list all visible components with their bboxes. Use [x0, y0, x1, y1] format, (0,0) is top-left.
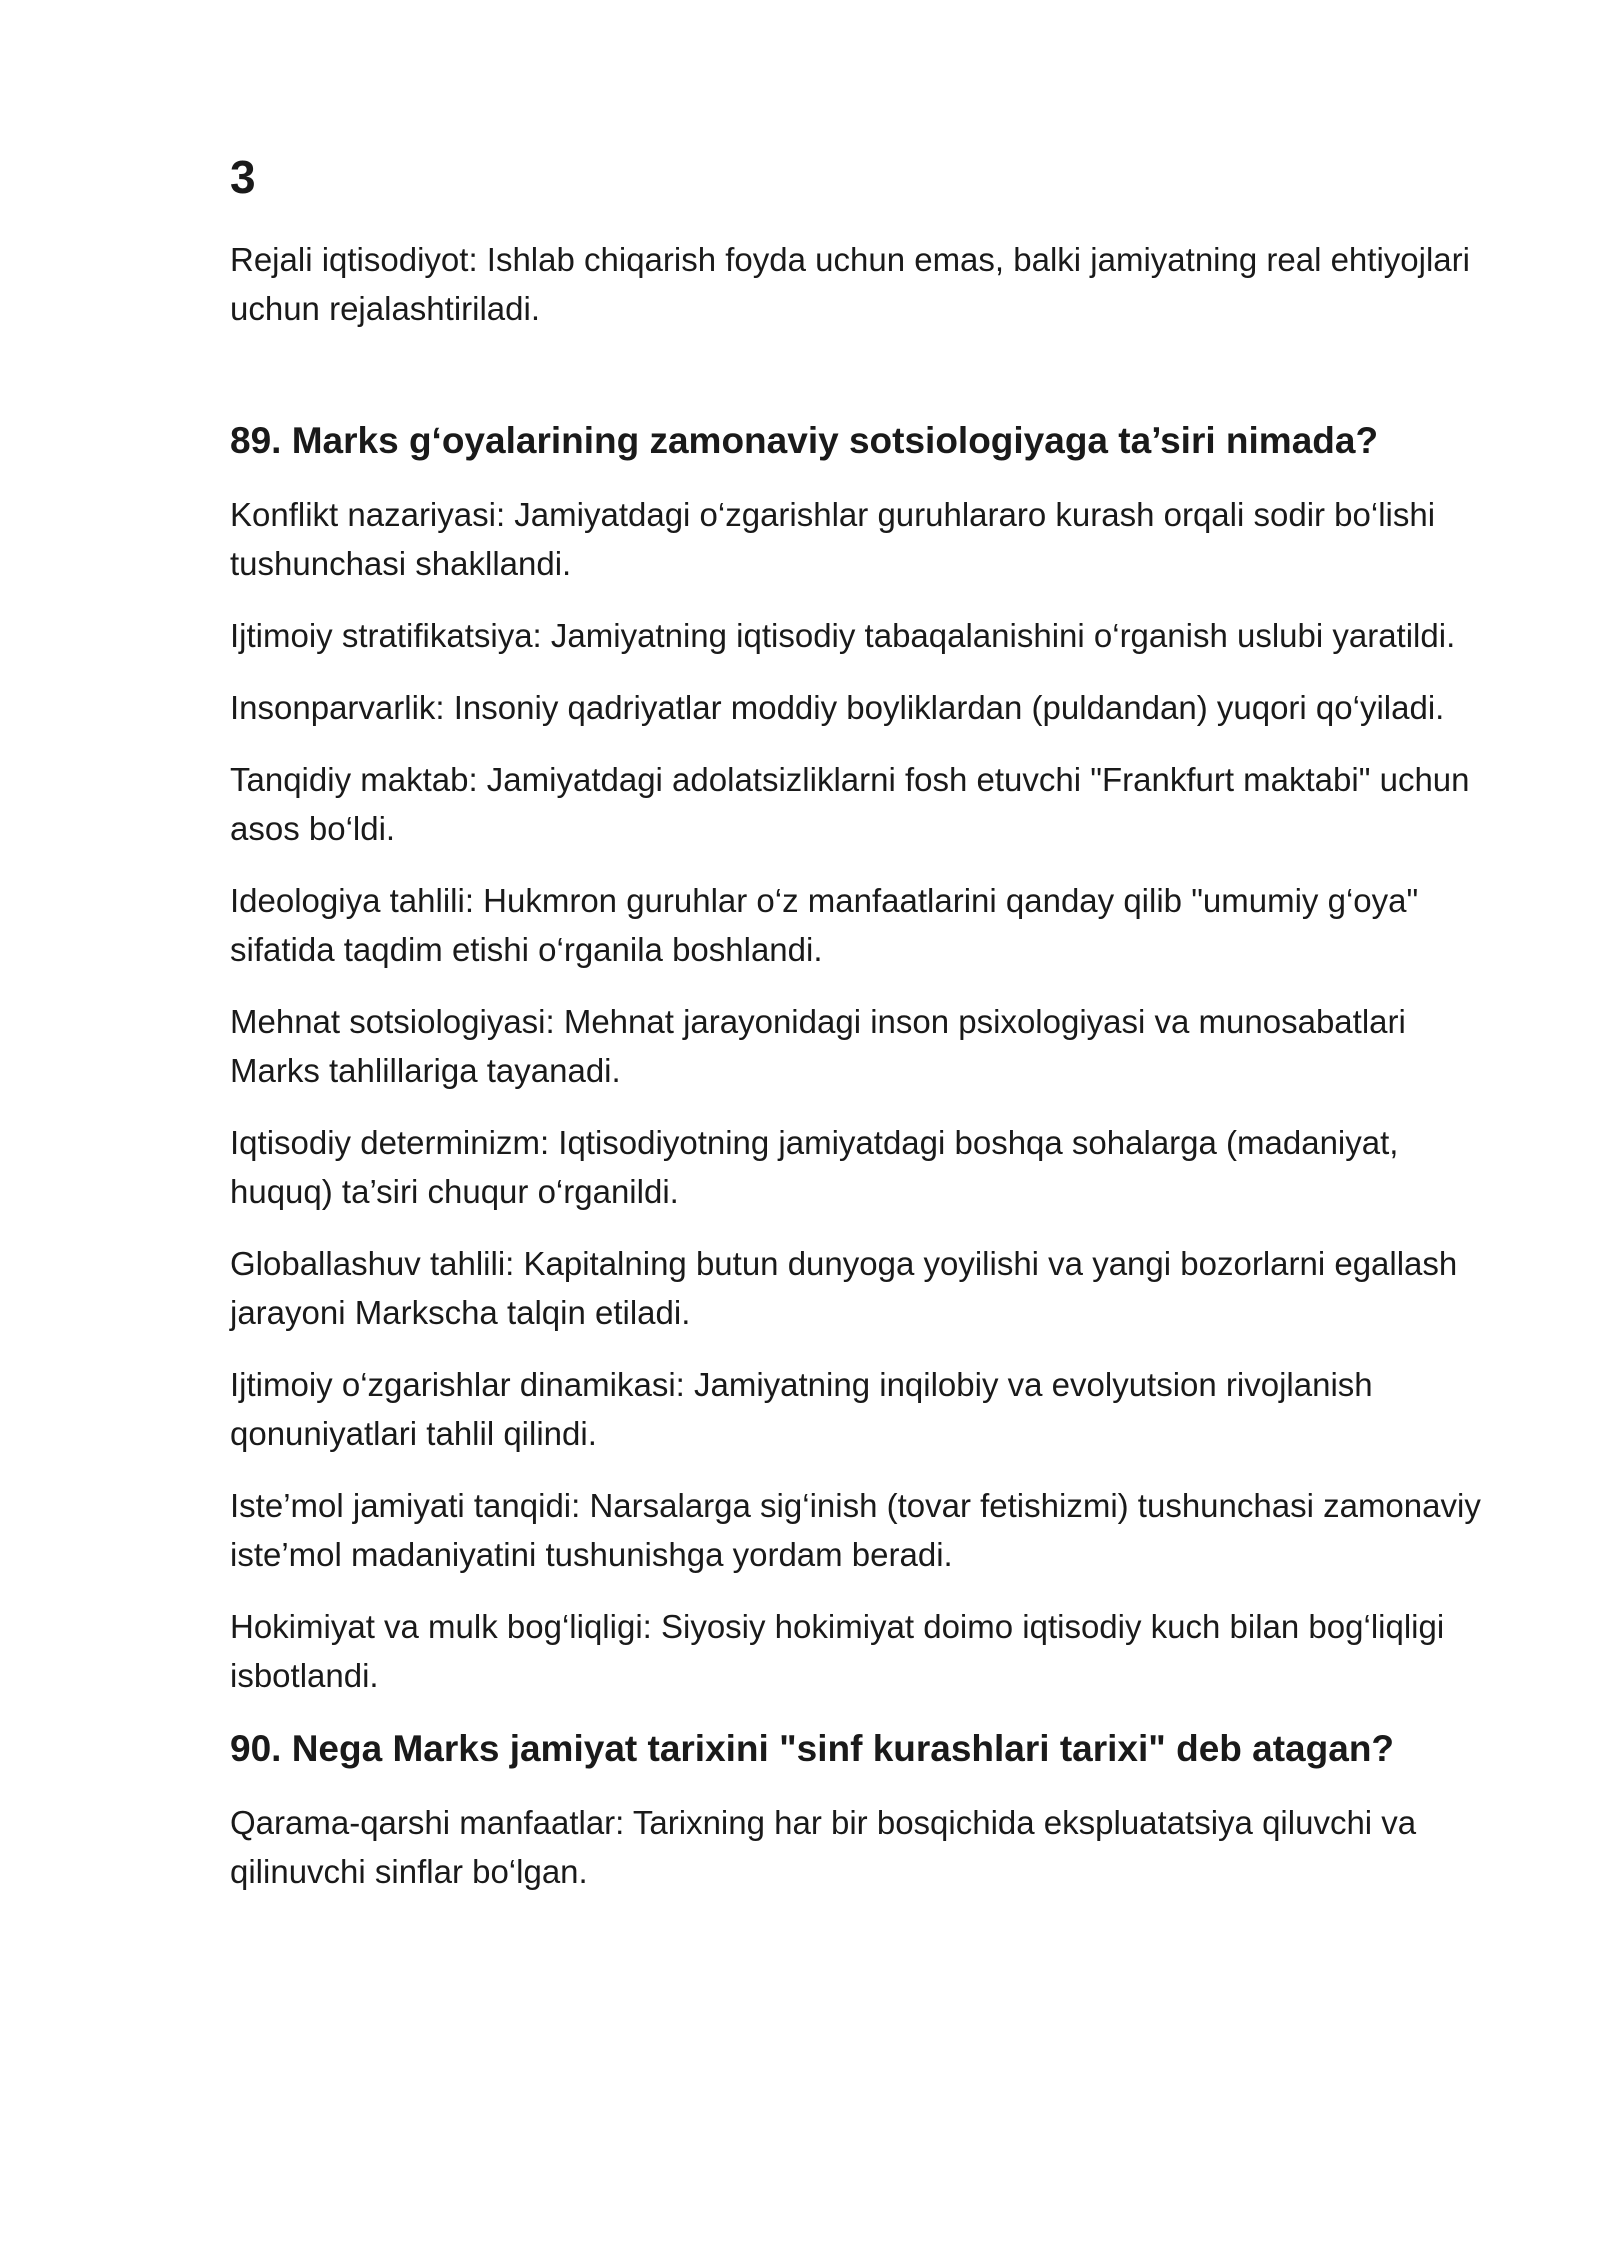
section-89-item: Ijtimoiy o‘zgarishlar dinamikasi: Jamiyatning inqilobiy va evolyutsion rivojlanish qonuniyatlari tahlil qilindi.: [230, 1366, 1373, 1453]
section-89-item: Iqtisodiy determinizm: Iqtisodiyotning jamiyatdagi boshqa sohalarga (madaniyat, huquq) ta’siri chuqur o‘rganildi.: [230, 1124, 1399, 1211]
section-89-item: Hokimiyat va mulk bog‘liqligi: Siyosiy hokimiyat doimo iqtisodiy kuch bilan bog‘liqligi isbotlandi.: [230, 1608, 1445, 1695]
section-89-heading: 89. Marks g‘oyalarining zamonaviy sotsiologiyaga ta’siri nimada?: [230, 420, 1379, 462]
section-89-item: Iste’mol jamiyati tanqidi: Narsalarga sig‘inish (tovar fetishizmi) tushunchasi zamonaviy iste’mol madaniyatini tushunishga yordam beradi.: [230, 1487, 1481, 1574]
section-89-item: Konflikt nazariyasi: Jamiyatdagi o‘zgarishlar guruhlararo kurash orqali sodir bo‘lishi tushunchasi shakllandi.: [230, 496, 1436, 583]
section-90-heading: 90. Nega Marks jamiyat tarixini "sinf kurashlari tarixi" deb atagan?: [230, 1728, 1395, 1770]
page-number: 3: [230, 151, 256, 203]
section-89-item: Mehnat sotsiologiyasi: Mehnat jarayonidagi inson psixologiyasi va munosabatlari Marks tahlillariga tayanadi.: [230, 1003, 1406, 1090]
document-page: [230, 150, 1500, 1919]
section-89-item: Ijtimoiy stratifikatsiya: Jamiyatning iqtisodiy tabaqalanishini o‘rganish uslubi yaratildi.: [230, 617, 1456, 655]
section-90-item: Qarama-qarshi manfaatlar: Tarixning har bir bosqichida ekspluatatsiya qiluvchi va qilinuvchi sinflar bo‘lgan.: [230, 1804, 1417, 1891]
section-89-item: Globallashuv tahlili: Kapitalning butun dunyoga yoyilishi va yangi bozorlarni egallash jarayoni Markscha talqin etiladi.: [230, 1245, 1458, 1332]
intro-paragraph: Rejali iqtisodiyot: Ishlab chiqarish foyda uchun emas, balki jamiyatning real ehtiyojlari uchun rejalashtiriladi.: [230, 241, 1470, 328]
section-89-item: Tanqidiy maktab: Jamiyatdagi adolatsizliklarni fosh etuvchi "Frankfurt maktabi" uchun asos bo‘ldi.: [230, 761, 1470, 848]
section-89-item: Insonparvarlik: Insoniy qadriyatlar moddiy boyliklardan (puldandan) yuqori qo‘yiladi.: [230, 689, 1445, 727]
section-89-item: Ideologiya tahlili: Hukmron guruhlar o‘z manfaatlarini qanday qilib "umumiy g‘oya" sifatida taqdim etishi o‘rganila boshlandi.: [230, 882, 1419, 969]
